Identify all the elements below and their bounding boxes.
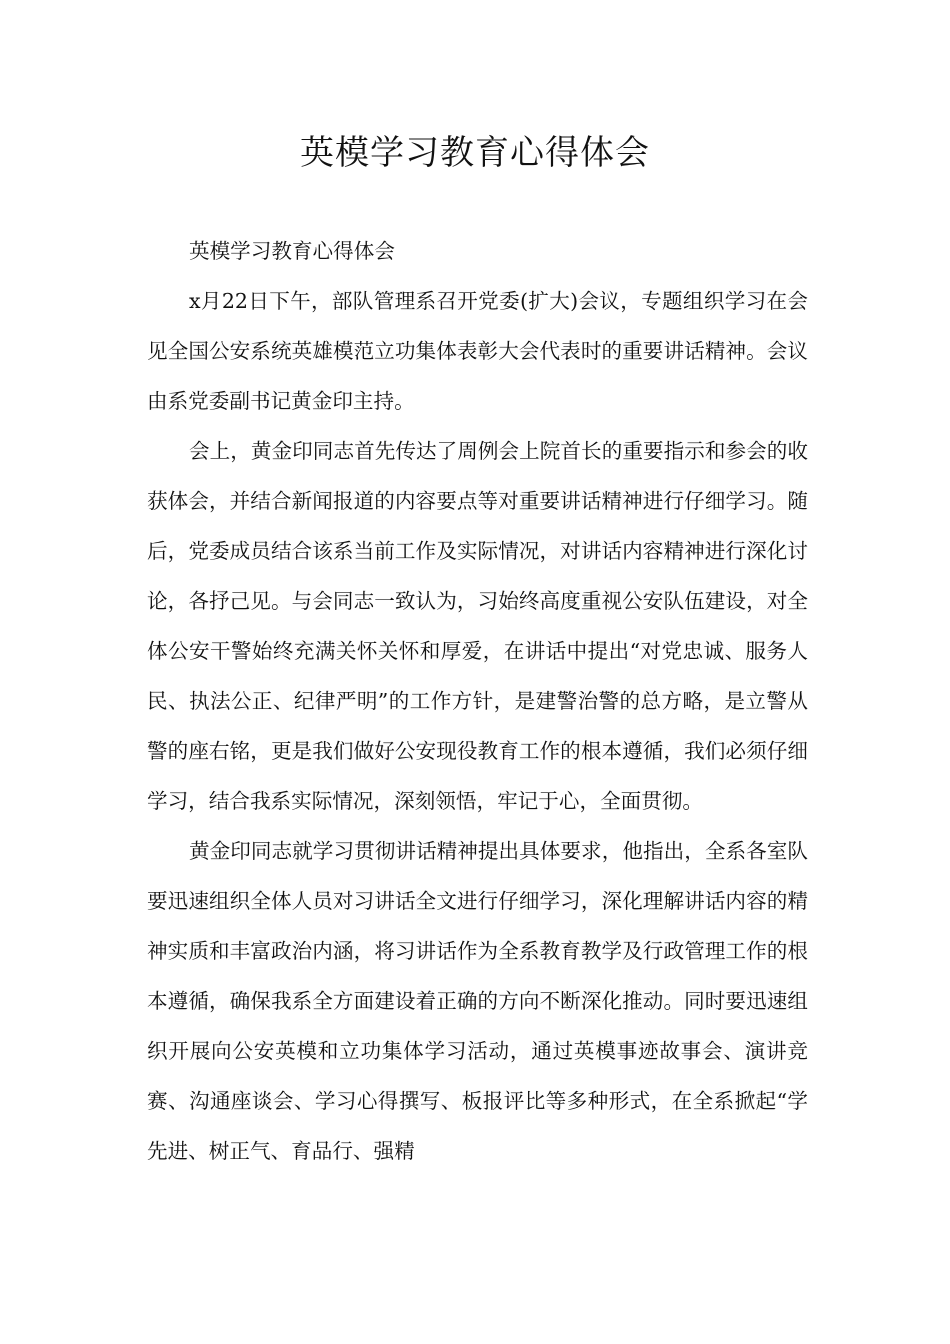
paragraph-requirements: 黄金印同志就学习贯彻讲话精神提出具体要求，他指出，全系各室队要迅速组织全体人员对习讲话全文进行仔细学习，深化理解讲话内容的精神实质和丰富政治内涵，将习讲话作为全系教育教学及行政管理工作的根本遵循，确保我系全方面建设着正确的方向不断深化推动。同时要迅速组织开展向公安英模和立功集体学习活动，通过英模事迹故事会、演讲竞赛、沟通座谈会、学习心得撰写、板报评比等多种形式，在全系掀起“学先进、树正气、育品行、强精 — [147, 839, 808, 1163]
paragraph-meeting-intro: x月22日下午，部队管理系召开党委(扩大)会议，专题组织学习在会见全国公安系统英雄模范立功集体表彰大会代表时的重要讲话精神。会议由系党委副书记黄金印主持。 — [147, 289, 808, 413]
paragraph-subtitle: 英模学习教育心得体会 — [189, 239, 395, 263]
document-title: 英模学习教育心得体会 — [300, 133, 650, 173]
document-body — [147, 226, 808, 1176]
paragraph-meeting-discussion: 会上，黄金印同志首先传达了周例会上院首长的重要指示和参会的收获体会，并结合新闻报道的内容要点等对重要讲话精神进行仔细学习。随后，党委成员结合该系当前工作及实际情况，对讲话内容精神进行深化讨论，各抒己见。与会同志一致认为，习始终高度重视公安队伍建设，对全体公安干警始终充满关怀关怀和厚爱，在讲话中提出“对党忠诚、服务人民、执法公正、纪律严明”的工作方针，是建警治警的总方略，是立警从警的座右铭，更是我们做好公安现役教育工作的根本遵循，我们必须仔细学习，结合我系实际情况，深刻领悟，牢记于心，全面贯彻。 — [147, 439, 808, 813]
